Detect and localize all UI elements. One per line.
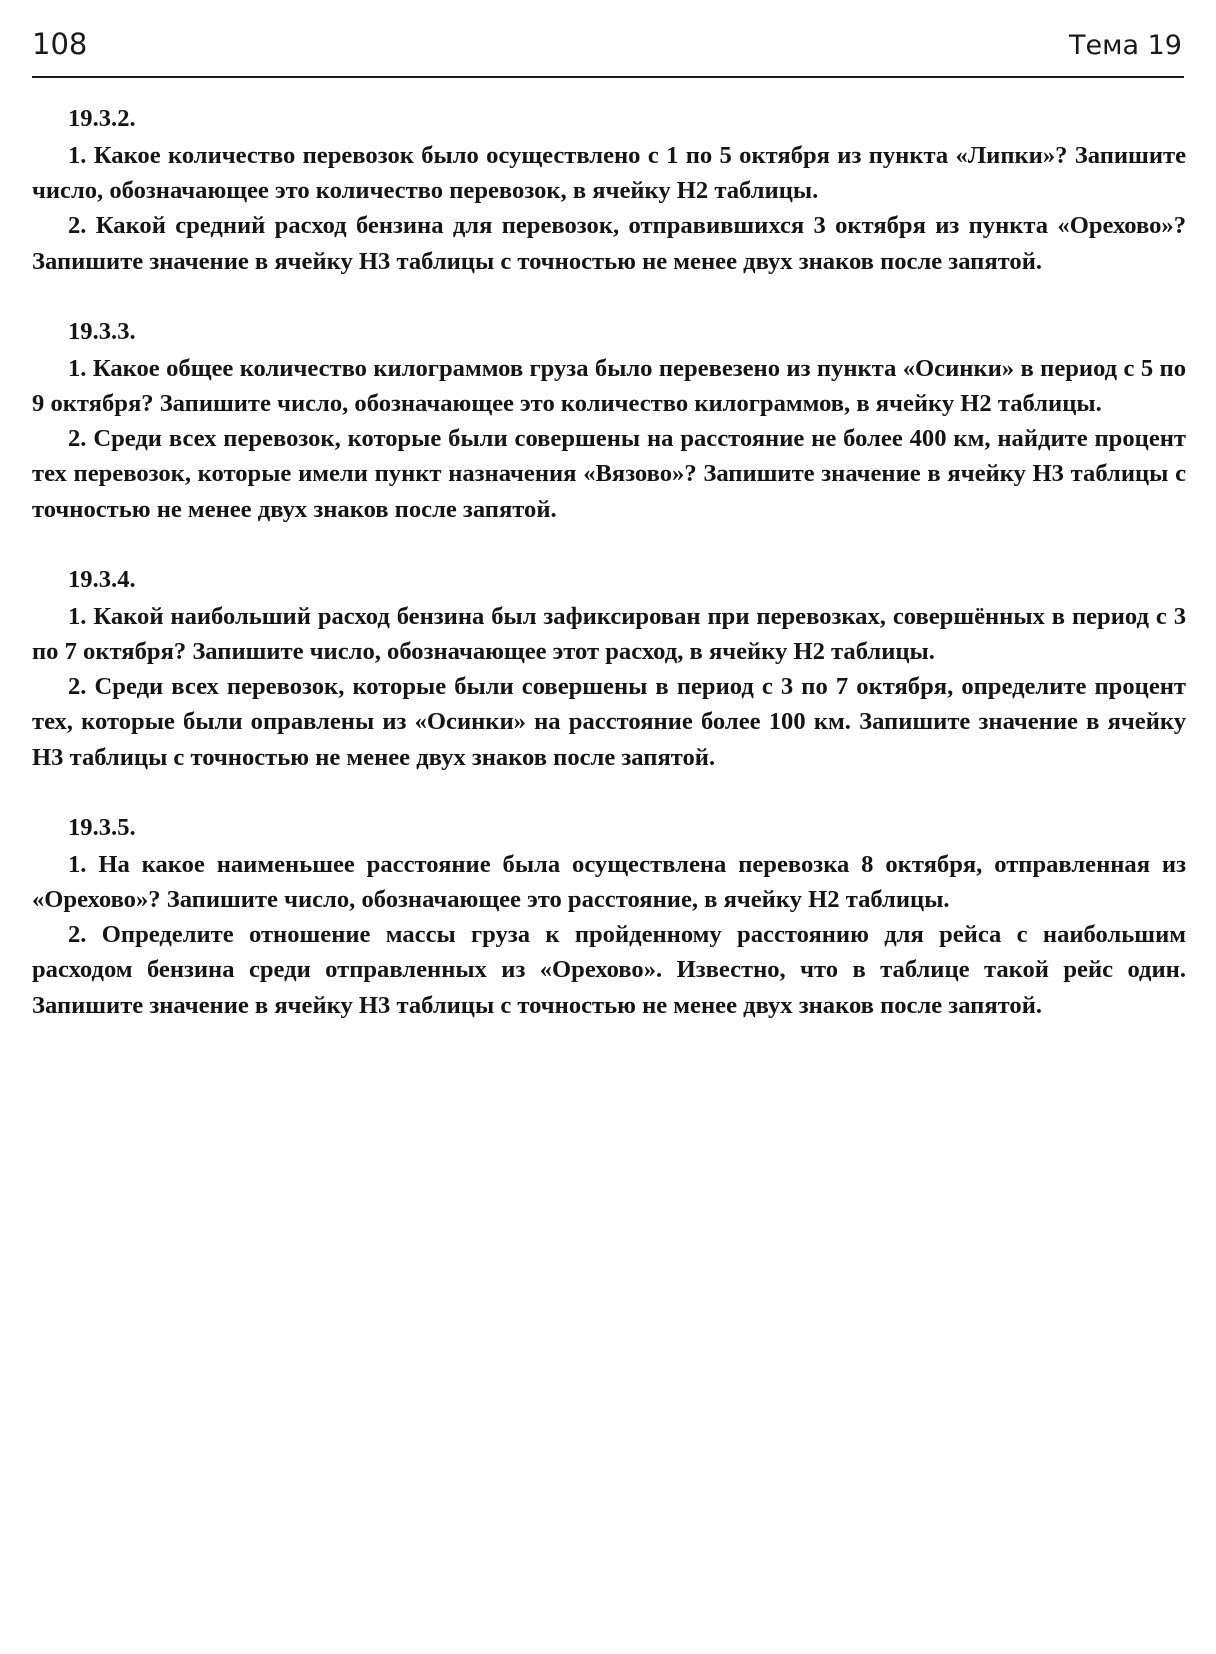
page-number: 108 <box>32 27 88 61</box>
exercise-task: 1. Какое общее количество килограммов груза было перевезено из пункта «Осинки» в период с 5 по 9 октября? Запишите число, обозначающее это количество килограммов, в ячейку H2 таблицы. <box>32 354 1186 418</box>
exercise-id: 19.3.5. <box>68 813 136 841</box>
exercise-task: 2. Какой средний расход бензина для перевозок, отправившихся 3 октября из пункта «Орехово»? Запишите значение в ячейку H3 таблицы с точностью не менее двух знаков после запятой. <box>32 212 1186 275</box>
exercise-id: 19.3.3. <box>68 317 136 345</box>
exercise-section <box>32 313 1186 527</box>
exercise-task: 1. Какое количество перевозок было осуществлено с 1 по 5 октября из пункта «Липки»? Запишите число, обозначающее это количество перевозок, в ячейку H2 таблицы. <box>32 142 1186 205</box>
exercise-task: 1. На какое наименьшее расстояние была осуществлена перевозка 8 октября, отправленная из «Орехово»? Запишите число, обозначающее это расстояние, в ячейку H2 таблицы. <box>32 850 1186 914</box>
running-title: Тема 19 <box>1069 30 1182 61</box>
exercise-section <box>32 809 1186 1023</box>
exercise-task: 1. Какой наибольший расход бензина был зафиксирован при перевозках, совершённых в период с 3 по 7 октября? Запишите число, обозначающее этот расход, в ячейку H2 таблицы. <box>32 602 1186 666</box>
exercise-id: 19.3.2. <box>68 105 136 132</box>
exercise-id: 19.3.4. <box>68 565 136 593</box>
exercise-section <box>32 100 1186 279</box>
exercise-section <box>32 561 1186 775</box>
page-header <box>32 24 1184 78</box>
exercise-task: 2. Среди всех перевозок, которые были совершены на расстояние не более 400 км, найдите процент тех перевозок, которые имели пункт назначения «Вязово»? Запишите значение в ячейку H3 таблицы с точностью не менее двух знаков после запятой. <box>32 425 1186 523</box>
exercise-task: 2. Определите отношение массы груза к пройденному расстоянию для рейса с наибольшим расходом бензина среди отправленных из «Орехово». Известно, что в таблице такой рейс один. Запишите значение в ячейку H3 таблицы с точностью не менее двух знаков после запятой. <box>32 921 1186 1019</box>
page-content <box>32 100 1186 1057</box>
exercise-task: 2. Среди всех перевозок, которые были совершены в период с 3 по 7 октября, определите процент тех, которые были оправлены из «Осинки» на расстояние более 100 км. Запишите значение в ячейку H3 таблицы с точностью не менее двух знаков после запятой. <box>32 673 1186 771</box>
